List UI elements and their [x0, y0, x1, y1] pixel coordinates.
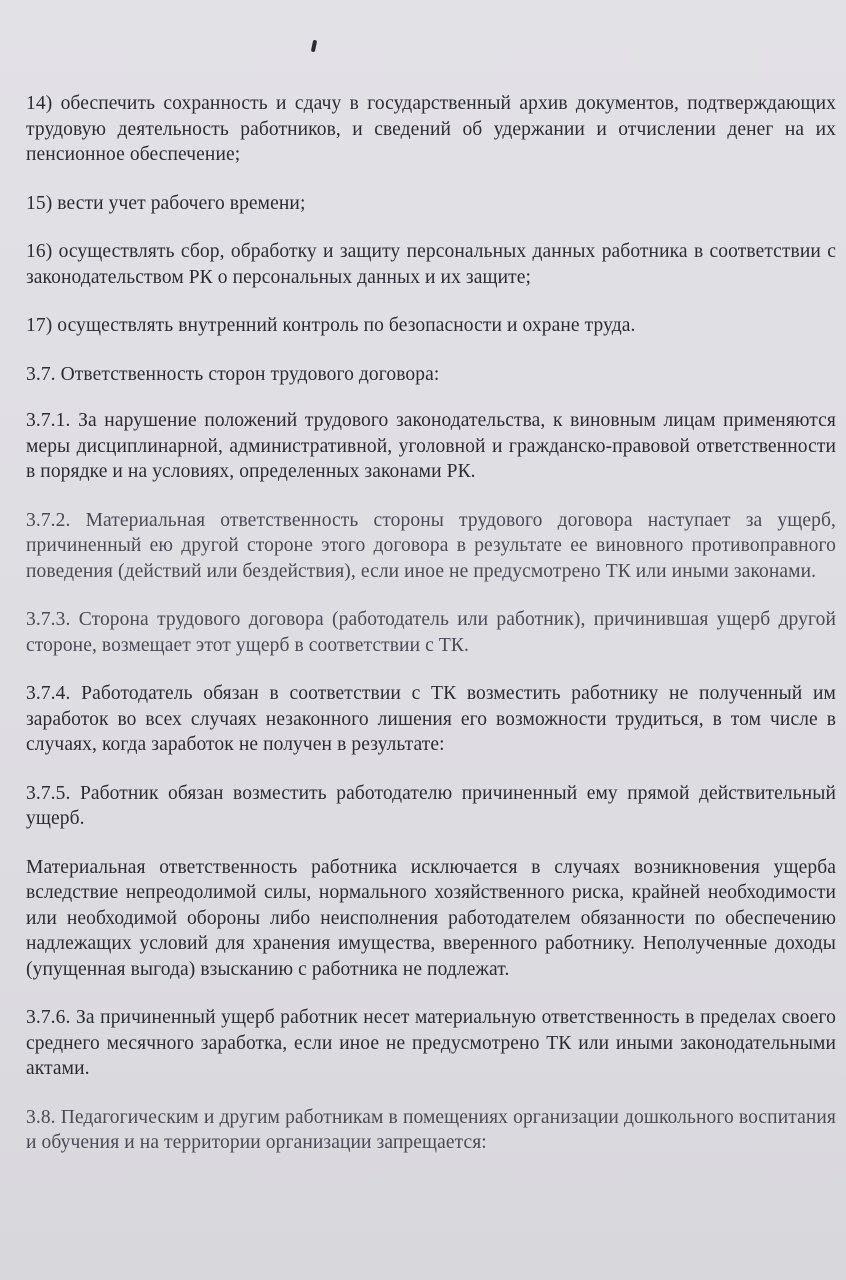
clause-3-7-5: 3.7.5. Работник обязан возместить работодателю причиненный ему прямой действительный ущерб. — [26, 782, 836, 829]
paragraph-item-14: 14) обеспечить сохранность и сдачу в государственный архив документов, подтверждающих трудовую деятельность работников, и сведений об удержании и отчислении денег на их пенсионное обеспечение; — [26, 93, 836, 165]
clause-3-7-6: 3.7.6. За причиненный ущерб работник несет материальную ответственность в пределах своего среднего месячного заработка, если иное не предусмотрено ТК или иными законодательными актами. — [26, 1007, 836, 1079]
paragraph-item-15: 15) вести учет рабочего времени; — [26, 192, 306, 214]
clause-3-7-3: 3.7.3. Сторона трудового договора (работодатель или работник), причинившая ущерб другой стороне, возмещает этот ущерб в соответствии с ТК. — [26, 609, 836, 656]
paragraph-item-17: 17) осуществлять внутренний контроль по безопасности и охране труда. — [26, 315, 636, 336]
clause-3-7-1: 3.7.1. За нарушение положений трудового законодательства, к виновным лицам применяются меры дисциплинарной, административной, уголовной и гражданско-правовой ответственности в порядке и на условиях, определенных законами РК. — [26, 410, 836, 482]
paragraph-item-16: 16) осуществлять сбор, обработку и защиту персональных данных работника в соответствии с законодательством РК о персональных данных и их защите; — [26, 241, 836, 288]
clause-3-7-4: 3.7.4. Работодатель обязан в соответствии с ТК возместить работнику не полученный им заработок во всех случаях незаконного лишения его возможности трудиться, в том числе в случаях, когда заработок не получен в результате: — [26, 683, 836, 755]
clause-3-7-2: 3.7.2. Материальная ответственность стороны трудового договора наступает за ущерб, причиненный ею другой стороне этого договора в результате ее виновного противоправного поведения (действий или бездействия), если иное не предусмотрено ТК или иными законами. — [26, 509, 836, 582]
section-heading-3-7: 3.7. Ответственность сторон трудового договора: — [26, 363, 440, 385]
liability-exclusion-paragraph: Материальная ответственность работника исключается в случаях возникновения ущерба вследствие непреодолимой силы, нормального хозяйственного риска, крайней необходимости или необходимой обороны либо неисполнения работодателем обязанности по обеспечению надлежащих условий для хранения имущества, вверенного работнику. Неполученные доходы (упущенная выгода) взысканию с работника не подлежат. — [26, 856, 836, 980]
clause-3-8: 3.8. Педагогическим и другим работникам в помещениях организации дошкольного воспитания и обучения и на территории организации запрещается: — [26, 1106, 836, 1153]
ink-mark — [311, 40, 317, 53]
